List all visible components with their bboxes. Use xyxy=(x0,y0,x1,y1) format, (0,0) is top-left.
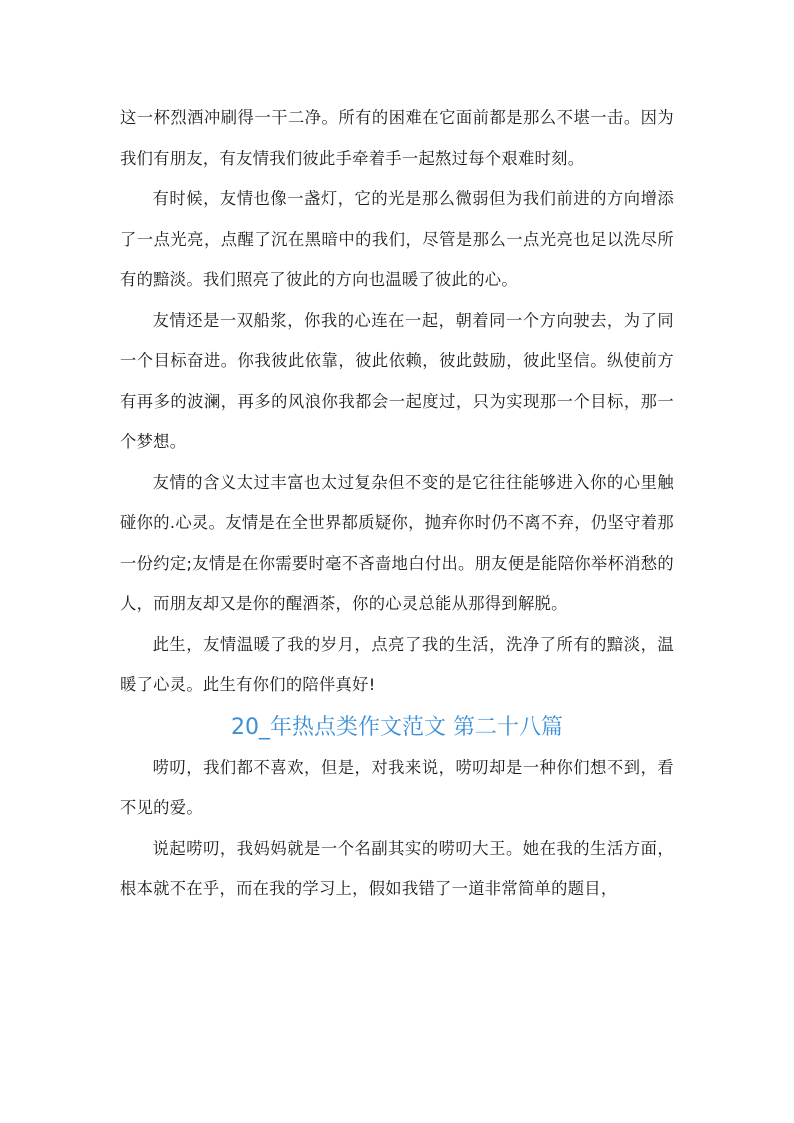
paragraph-7: 说起唠叨，我妈妈就是一个名副其实的唠叨大王。她在我的生活方面，根本就不在乎，而在我的学习上，假如我错了一道非常简单的题目， xyxy=(120,838,674,898)
paragraph-1: 这一杯烈酒冲刷得一干二净。所有的困难在它面前都是那么不堪一击。因为我们有朋友，有友情我们彼此手牵着手一起熬过每个艰难时刻。 xyxy=(120,108,674,168)
section-heading: 20_年热点类作文范文 第二十八篇 xyxy=(231,714,563,740)
paragraph-2: 有时候，友情也像一盏灯，它的光是那么微弱但为我们前进的方向增添了一点光亮，点醒了沉在黑暗中的我们，尽管是那么一点光亮也足以洗尽所有的黯淡。我们照亮了彼此的方向也温暖了彼此的心。 xyxy=(120,189,674,289)
paragraph-5: 此生，友情温暖了我的岁月，点亮了我的生活，洗净了所有的黯淡，温暖了心灵。此生有你们的陪伴真好! xyxy=(120,634,674,694)
paragraph-6: 唠叨，我们都不喜欢，但是，对我来说，唠叨却是一种你们想不到，看不见的爱。 xyxy=(120,757,674,817)
paragraph-4: 友情的含义太过丰富也太过复杂但不变的是它往往能够进入你的心里触碰你的.心灵。友情是在全世界都质疑你，抛弃你时仍不离不弃，仍坚守着那一份约定;友情是在你需要时毫不吝啬地白付出。朋友便是能陪你举杯消愁的人，而朋友却又是你的醒酒茶，你的心灵总能从那得到解脱。 xyxy=(120,472,674,613)
document-page xyxy=(120,98,674,910)
paragraph-3: 友情还是一双船浆，你我的心连在一起，朝着同一个方向驶去，为了同一个目标奋进。你我彼此依靠，彼此依赖，彼此鼓励，彼此坚信。纵使前方有再多的波澜，再多的风浪你我都会一起度过，只为实现那一个目标，那一个梦想。 xyxy=(120,310,674,451)
